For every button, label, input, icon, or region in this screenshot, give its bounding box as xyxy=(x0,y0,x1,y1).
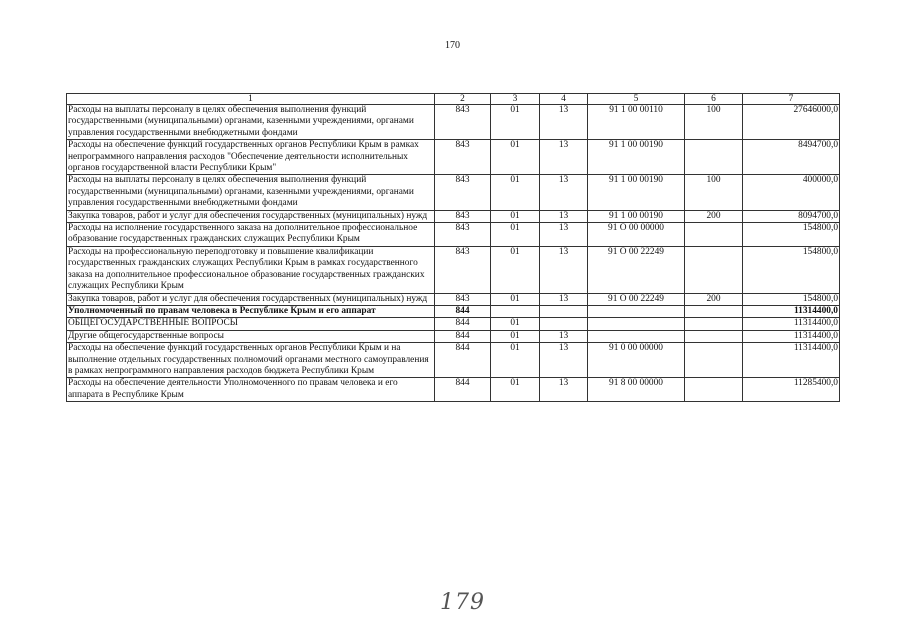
section-code: 01 xyxy=(491,140,540,175)
amount-cell: 11314400,0 xyxy=(743,330,840,342)
ministry-code: 843 xyxy=(435,293,491,305)
subsection-code: 13 xyxy=(540,210,588,222)
ministry-code: 844 xyxy=(435,305,491,317)
header-cell: 4 xyxy=(540,94,588,105)
table-row xyxy=(67,305,840,317)
section-code: 01 xyxy=(491,223,540,247)
section-code: 01 xyxy=(491,330,540,342)
amount-cell: 11314400,0 xyxy=(743,305,840,317)
subsection-code: 13 xyxy=(540,246,588,293)
subsection-code xyxy=(540,305,588,317)
row-description: Расходы на обеспечение функций государственных органов Республики Крым в рамках непрограммного направления расходов "Обеспечение деятельности исполнительных органов государственной власти Республики Крым" xyxy=(67,140,435,175)
target-article-code: 91 8 00 00000 xyxy=(588,378,685,402)
section-code: 01 xyxy=(491,175,540,210)
target-article-code: 91 О 00 22249 xyxy=(588,293,685,305)
section-code: 01 xyxy=(491,105,540,140)
row-description: Расходы на исполнение государственного заказа на дополнительное профессиональное образование государственных гражданских служащих Республики Крым xyxy=(67,223,435,247)
row-description: Расходы на выплаты персоналу в целях обеспечения выполнения функций государственными (муниципальными) органами, казенными учреждениями, органами управления государственными внебюджетными фондами xyxy=(67,105,435,140)
ministry-code: 843 xyxy=(435,223,491,247)
subsection-code: 13 xyxy=(540,343,588,378)
target-article-code: 91 1 00 00190 xyxy=(588,210,685,222)
amount-cell: 11314400,0 xyxy=(743,343,840,378)
amount-cell: 11285400,0 xyxy=(743,378,840,402)
handwritten-page-number: 179 xyxy=(440,590,485,615)
amount-cell: 8494700,0 xyxy=(743,140,840,175)
ministry-code: 843 xyxy=(435,175,491,210)
section-code: 01 xyxy=(491,378,540,402)
row-description: Расходы на выплаты персоналу в целях обеспечения выполнения функций государственными (муниципальными) органами, казенными учреждениями, органами управления государственными внебюджетными фондами xyxy=(67,175,435,210)
table-row xyxy=(67,293,840,305)
table-row xyxy=(67,246,840,293)
subsection-code: 13 xyxy=(540,330,588,342)
expense-type-code: 100 xyxy=(685,105,743,140)
section-code: 01 xyxy=(491,318,540,330)
amount-cell: 8094700,0 xyxy=(743,210,840,222)
expense-type-code: 100 xyxy=(685,175,743,210)
section-code: 01 xyxy=(491,293,540,305)
target-article-code xyxy=(588,330,685,342)
header-row xyxy=(67,94,840,105)
subsection-code: 13 xyxy=(540,223,588,247)
ministry-code: 843 xyxy=(435,105,491,140)
table-row xyxy=(67,378,840,402)
amount-cell: 154800,0 xyxy=(743,246,840,293)
ministry-code: 843 xyxy=(435,246,491,293)
ministry-code: 844 xyxy=(435,330,491,342)
expense-type-code xyxy=(685,318,743,330)
row-description: Расходы на обеспечение функций государственных органов Республики Крым и на выполнение отдельных государственных полномочий органами местного самоуправления в рамках непрограммного направления расходов бюджета Республики Крым xyxy=(67,343,435,378)
expense-type-code: 200 xyxy=(685,210,743,222)
amount-cell: 11314400,0 xyxy=(743,318,840,330)
section-code: 01 xyxy=(491,343,540,378)
amount-cell: 27646000,0 xyxy=(743,105,840,140)
row-description: Уполномоченный по правам человека в Республике Крым и его аппарат xyxy=(67,305,435,317)
row-description: Другие общегосударственные вопросы xyxy=(67,330,435,342)
table-row xyxy=(67,175,840,210)
table-row xyxy=(67,343,840,378)
table-row xyxy=(67,223,840,247)
row-description: Расходы на профессиональную переподготовку и повышение квалификации государственных гражданских служащих Республики Крым в рамках государственного заказа на дополнительное профессиональное образование государственных гражданских служащих Республики Крым xyxy=(67,246,435,293)
expense-type-code xyxy=(685,305,743,317)
target-article-code: 91 0 00 00000 xyxy=(588,343,685,378)
section-code xyxy=(491,305,540,317)
expense-type-code: 200 xyxy=(685,293,743,305)
header-cell: 1 xyxy=(67,94,435,105)
row-description: Расходы на обеспечение деятельности Уполномоченного по правам человека и его аппарата в Республике Крым xyxy=(67,378,435,402)
target-article-code xyxy=(588,318,685,330)
expense-type-code xyxy=(685,246,743,293)
expense-type-code xyxy=(685,378,743,402)
row-description: Закупка товаров, работ и услуг для обеспечения государственных (муниципальных) нужд xyxy=(67,293,435,305)
table-row xyxy=(67,105,840,140)
expense-type-code xyxy=(685,330,743,342)
table-row xyxy=(67,330,840,342)
table-body xyxy=(67,105,840,402)
expense-type-code xyxy=(685,343,743,378)
subsection-code xyxy=(540,318,588,330)
expense-type-code xyxy=(685,140,743,175)
row-description: ОБЩЕГОСУДАРСТВЕННЫЕ ВОПРОСЫ xyxy=(67,318,435,330)
section-code: 01 xyxy=(491,246,540,293)
target-article-code: 91 О 00 00000 xyxy=(588,223,685,247)
subsection-code: 13 xyxy=(540,378,588,402)
page-number: 170 xyxy=(445,40,460,51)
target-article-code xyxy=(588,305,685,317)
header-cell: 2 xyxy=(435,94,491,105)
target-article-code: 91 1 00 00190 xyxy=(588,175,685,210)
budget-table xyxy=(66,93,840,402)
subsection-code: 13 xyxy=(540,140,588,175)
table-row xyxy=(67,140,840,175)
subsection-code: 13 xyxy=(540,105,588,140)
ministry-code: 844 xyxy=(435,378,491,402)
section-code: 01 xyxy=(491,210,540,222)
expense-type-code xyxy=(685,223,743,247)
header-cell: 5 xyxy=(588,94,685,105)
amount-cell: 400000,0 xyxy=(743,175,840,210)
subsection-code: 13 xyxy=(540,293,588,305)
ministry-code: 844 xyxy=(435,343,491,378)
ministry-code: 843 xyxy=(435,210,491,222)
row-description: Закупка товаров, работ и услуг для обеспечения государственных (муниципальных) нужд xyxy=(67,210,435,222)
target-article-code: 91 1 00 00190 xyxy=(588,140,685,175)
amount-cell: 154800,0 xyxy=(743,293,840,305)
header-cell: 7 xyxy=(743,94,840,105)
table-row xyxy=(67,210,840,222)
header-cell: 6 xyxy=(685,94,743,105)
amount-cell: 154800,0 xyxy=(743,223,840,247)
header-cell: 3 xyxy=(491,94,540,105)
ministry-code: 843 xyxy=(435,140,491,175)
ministry-code: 844 xyxy=(435,318,491,330)
target-article-code: 91 О 00 22249 xyxy=(588,246,685,293)
target-article-code: 91 1 00 00110 xyxy=(588,105,685,140)
subsection-code: 13 xyxy=(540,175,588,210)
table-row xyxy=(67,318,840,330)
